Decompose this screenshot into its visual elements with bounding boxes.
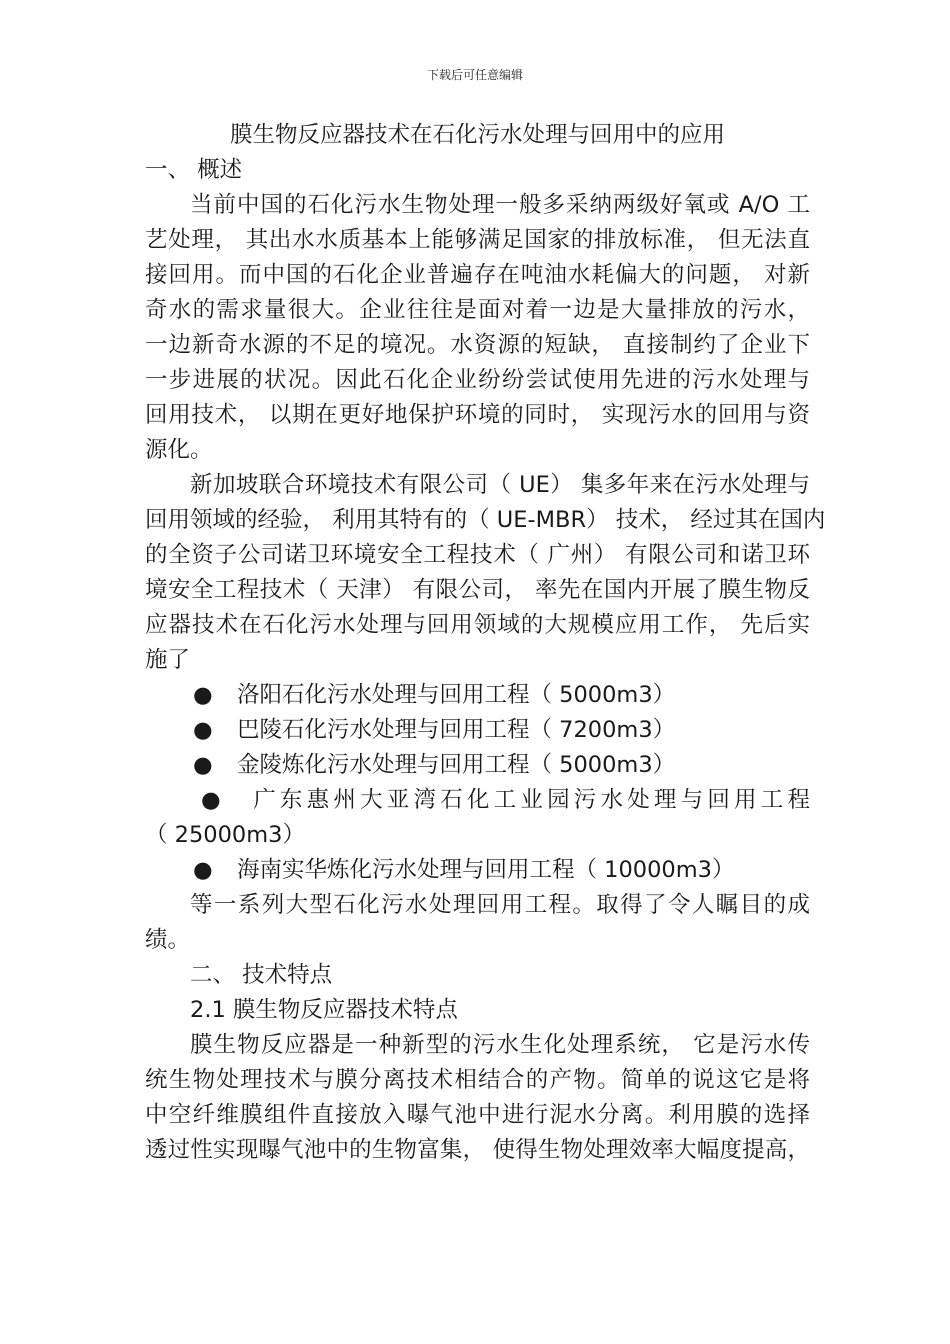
bullet-icon: ● xyxy=(201,787,221,813)
paragraph-line: 统生物处理技术与膜分离技术相结合的产物。简单的说这它是将 xyxy=(145,1067,810,1093)
list-item xyxy=(145,748,810,783)
paragraph-line: 源化。 xyxy=(145,437,213,463)
paragraph-line: 中空纤维膜组件直接放入曝气池中进行泥水分离。利用膜的选择 xyxy=(145,1102,810,1128)
page-header-note: 下载后可任意编辑 xyxy=(426,68,523,82)
paragraph-line: 境安全工程技术（ 天津） 有限公司， 率先在国内开展了膜生物反 xyxy=(145,577,810,603)
list-item xyxy=(145,713,810,748)
paragraph-line: 施了 xyxy=(145,647,191,673)
paragraph-mbr xyxy=(145,1028,810,1168)
paragraph-line: 回用领域的经验， 利用其特有的（ UE-MBR） 技术， 经过其在国内 xyxy=(145,507,826,533)
paragraph-background xyxy=(145,188,810,468)
paragraph-line: 当前中国的石化污水生物处理一般多采纳两级好氧或 A/O 工 xyxy=(190,192,810,218)
list-item xyxy=(145,678,810,713)
paragraph-line: 应器技术在石化污水处理与回用领域的大规模应用工作， 先后实 xyxy=(145,612,810,638)
paragraph-line: 一步进展的状况。因此石化企业纷纷尝试使用先进的污水处理与 xyxy=(145,367,810,393)
list-item xyxy=(145,783,810,818)
section-heading-features: 二、 技术特点 xyxy=(190,962,333,988)
bullet-icon: ● xyxy=(193,717,213,743)
paragraph-line: 新加坡联合环境技术有限公司（ UE） 集多年来在污水处理与 xyxy=(190,472,810,498)
bullet-icon: ● xyxy=(193,682,213,708)
document-body xyxy=(145,118,826,1168)
paragraph-results xyxy=(145,888,810,958)
paragraph-company xyxy=(145,468,826,678)
list-item-text: 金陵炼化污水处理与回用工程（ 5000m3） xyxy=(237,752,676,778)
list-item-continuation: （ 25000m3） xyxy=(145,822,305,848)
section-heading-overview: 一、 概述 xyxy=(145,157,243,183)
paragraph-line: 一边新奇水源的不足的境况。水资源的短缺， 直接制约了企业下 xyxy=(145,332,810,358)
document-title: 膜生物反应器技术在石化污水处理与回用中的应用 xyxy=(229,122,725,148)
bullet-icon: ● xyxy=(193,857,213,883)
paragraph-line: 奇水的需求量很大。企业往往是面对着一边是大量排放的污水， xyxy=(145,297,810,323)
paragraph-line: 透过性实现曝气池中的生物富集， 使得生物处理效率大幅度提高， xyxy=(145,1137,810,1163)
paragraph-line: 艺处理， 其出水水质基本上能够满足国家的排放标准， 但无法直 xyxy=(145,227,810,253)
list-item-text: 洛阳石化污水处理与回用工程（ 5000m3） xyxy=(237,682,676,708)
paragraph-line: 膜生物反应器是一种新型的污水生化处理系统， 它是污水传 xyxy=(190,1032,810,1058)
list-item-text: 广东惠州大亚湾石化工业园污水处理与回用工程 xyxy=(249,787,810,813)
bullet-icon: ● xyxy=(193,752,213,778)
list-item-text: 海南实华炼化污水处理与回用工程（ 10000m3） xyxy=(237,857,735,883)
paragraph-line: 回用技术， 以期在更好地保护环境的同时， 实现污水的回用与资 xyxy=(145,402,810,428)
paragraph-line: 等一系列大型石化污水处理回用工程。取得了令人瞩目的成 xyxy=(190,892,810,918)
list-item xyxy=(145,853,810,888)
paragraph-line: 的全资子公司诺卫环境安全工程技术（ 广州） 有限公司和诺卫环 xyxy=(145,542,810,568)
paragraph-line: 接回用。而中国的石化企业普遍存在吨油水耗偏大的问题， 对新 xyxy=(145,262,810,288)
list-item-text: 巴陵石化污水处理与回用工程（ 7200m3） xyxy=(237,717,676,743)
project-list xyxy=(145,678,810,888)
paragraph-line: 绩。 xyxy=(145,927,191,953)
subsection-heading: 2.1 膜生物反应器技术特点 xyxy=(190,997,458,1023)
